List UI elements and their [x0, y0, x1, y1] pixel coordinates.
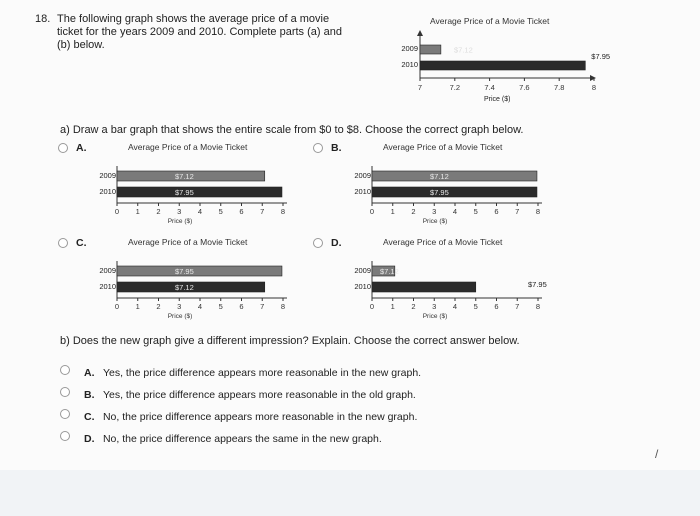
option-chart-bar [372, 187, 537, 197]
option-chart-x-tick-label: 5 [473, 207, 478, 216]
option-b-chart [338, 158, 553, 233]
option-chart-bar [372, 171, 537, 181]
option-chart-bar-label: $7.95 [175, 267, 194, 276]
question-text [57, 13, 377, 52]
main-chart-xlabel: Price ($) [484, 96, 511, 103]
part-b-answer-list [84, 363, 504, 451]
main-chart-bar-label: $7.95 [591, 52, 611, 61]
answer-c-letter: C. [84, 411, 95, 423]
main-chart-x-tick-label: 8 [591, 83, 597, 92]
option-b-letter: B. [331, 142, 342, 154]
part-b-prompt: b) Does the new graph give a different impression? Explain. Choose the correct answer below. [60, 335, 520, 347]
option-chart-x-tick-label: 8 [535, 207, 541, 216]
option-chart-bar [372, 282, 476, 292]
option-c[interactable] [58, 233, 298, 328]
question-text-line1: The following graph shows the average price of a movie [57, 13, 330, 25]
option-chart-xlabel: Price ($) [167, 313, 193, 320]
option-chart-y-label: 2010 [354, 282, 371, 291]
pen-mark: / [655, 447, 659, 461]
option-chart-x-tick-label: 5 [218, 207, 223, 216]
option-chart-x-tick-label: 1 [390, 207, 395, 216]
option-chart-x-tick-label: 4 [452, 207, 458, 216]
answer-c-radio[interactable] [60, 409, 70, 419]
option-chart-x-tick-label: 3 [432, 207, 437, 216]
main-chart-x-tick-label: 7.2 [449, 83, 461, 92]
option-chart-x-tick-label: 0 [114, 302, 120, 311]
main-chart-bar [420, 45, 441, 54]
main-chart-y-arrow [417, 30, 423, 36]
option-chart-x-tick-label: 5 [218, 302, 223, 311]
option-chart-bar-label: $7.95 [175, 188, 194, 197]
option-d-radio[interactable] [313, 238, 323, 248]
option-chart-x-tick-label: 1 [135, 302, 140, 311]
option-chart-xlabel: Price ($) [422, 218, 448, 225]
option-chart-bar-label: $7.12 [175, 283, 194, 292]
option-chart-x-tick-label: 4 [197, 302, 203, 311]
option-chart-bar [117, 187, 282, 197]
option-d[interactable] [313, 233, 553, 328]
option-chart-x-tick-label: 0 [369, 302, 375, 311]
option-chart-bar [117, 266, 282, 276]
option-chart-x-tick-label: 8 [535, 302, 541, 311]
option-chart-x-tick-label: 0 [114, 207, 120, 216]
option-chart-x-tick-label: 8 [280, 207, 286, 216]
option-b-radio[interactable] [313, 143, 323, 153]
answer-c[interactable] [84, 407, 504, 429]
option-chart-y-label: 2010 [354, 187, 371, 196]
answer-b-text: Yes, the price difference appears more reasonable in the old graph. [102, 389, 416, 401]
answer-d[interactable] [84, 429, 504, 451]
option-chart-x-tick-label: 1 [390, 302, 395, 311]
option-chart-x-tick-label: 7 [515, 207, 520, 216]
option-chart-x-tick-label: 5 [473, 302, 478, 311]
option-chart-y-label: 2009 [354, 266, 371, 275]
option-chart-x-tick-label: 8 [280, 302, 286, 311]
option-chart-y-label: 2009 [99, 266, 116, 275]
option-b[interactable] [313, 138, 553, 233]
main-chart-y-label: 2010 [401, 60, 418, 69]
main-chart-x-tick-label: 7.4 [484, 83, 495, 92]
question-number: 18. [35, 13, 51, 25]
option-a[interactable] [58, 138, 298, 233]
option-a-radio[interactable] [58, 143, 68, 153]
answer-d-radio[interactable] [60, 431, 70, 441]
page-footer-shade [0, 470, 700, 516]
main-chart-bar-label: $7.12 [454, 45, 473, 55]
answer-d-letter: D. [84, 433, 95, 445]
option-chart-x-tick-label: 2 [156, 207, 161, 216]
answer-a[interactable] [84, 363, 504, 385]
part-a-prompt: a) Draw a bar graph that shows the entire scale from $0 to $8. Choose the correct graph below. [60, 124, 524, 136]
main-chart [392, 10, 611, 110]
option-d-letter: D. [331, 237, 342, 249]
answer-b-letter: B. [84, 389, 95, 401]
answer-b-radio[interactable] [60, 387, 70, 397]
option-c-radio[interactable] [58, 238, 68, 248]
option-chart-x-tick-label: 7 [515, 302, 520, 311]
option-d-title: Average Price of a Movie Ticket [383, 237, 503, 247]
option-a-title: Average Price of a Movie Ticket [128, 142, 248, 152]
option-chart-x-tick-label: 3 [177, 302, 182, 311]
option-chart-x-tick-label: 7 [260, 207, 265, 216]
option-chart-xlabel: Price ($) [167, 218, 193, 225]
option-chart-x-tick-label: 6 [494, 207, 499, 216]
option-b-title: Average Price of a Movie Ticket [383, 142, 503, 152]
main-chart-bar [420, 61, 585, 70]
option-c-title: Average Price of a Movie Ticket [128, 237, 248, 247]
main-chart-x-arrow [590, 75, 596, 81]
answer-d-text: No, the price difference appears the same in the new graph. [102, 433, 382, 445]
option-chart-bar-label: $7.95 [528, 280, 547, 289]
option-chart-x-tick-label: 6 [239, 302, 244, 311]
option-chart-y-label: 2009 [354, 171, 371, 180]
option-chart-xlabel: Price ($) [422, 313, 448, 320]
option-chart-bar-label: $7.95 [430, 188, 449, 197]
option-a-letter: A. [76, 142, 87, 154]
option-chart-y-label: 2010 [99, 187, 116, 196]
answer-a-radio[interactable] [60, 365, 70, 375]
answer-a-text: Yes, the price difference appears more reasonable in the new graph. [102, 367, 422, 379]
answer-a-letter: A. [84, 367, 95, 379]
option-chart-x-tick-label: 0 [369, 207, 375, 216]
question-text-line2: ticket for the years 2009 and 2010. Complete parts (a) and [57, 26, 342, 38]
option-chart-bar-label: $7.12 [380, 267, 399, 276]
option-chart-x-tick-label: 1 [135, 207, 140, 216]
option-chart-x-tick-label: 4 [197, 207, 203, 216]
option-chart-x-tick-label: 2 [411, 207, 416, 216]
option-chart-x-tick-label: 2 [156, 302, 161, 311]
option-chart-x-tick-label: 6 [239, 207, 244, 216]
option-chart-bar-label: $7.12 [430, 172, 449, 181]
main-chart-svg [392, 10, 611, 110]
option-chart-x-tick-label: 2 [411, 302, 416, 311]
option-chart-x-tick-label: 7 [260, 302, 265, 311]
question-text-line3: (b) below. [57, 39, 105, 51]
answer-c-text: No, the price difference appears more reasonable in the new graph. [102, 411, 418, 423]
main-chart-y-label: 2009 [401, 44, 418, 53]
option-c-chart [83, 253, 298, 328]
answer-b[interactable] [84, 385, 504, 407]
main-chart-x-tick-label: 7.8 [553, 83, 565, 92]
option-chart-y-label: 2009 [99, 171, 116, 180]
option-chart-x-tick-label: 3 [432, 302, 437, 311]
main-chart-title: Average Price of a Movie Ticket [430, 16, 550, 26]
option-d-chart [338, 253, 553, 328]
option-chart-y-label: 2010 [99, 282, 116, 291]
main-chart-x-tick-label: 7.6 [519, 83, 530, 92]
option-a-chart [83, 158, 298, 233]
option-chart-bar-label: $7.12 [175, 172, 194, 181]
option-chart-x-tick-label: 3 [177, 207, 182, 216]
option-chart-x-tick-label: 4 [452, 302, 458, 311]
option-c-letter: C. [76, 237, 87, 249]
main-chart-x-tick-label: 7 [417, 83, 423, 92]
option-chart-x-tick-label: 6 [494, 302, 499, 311]
